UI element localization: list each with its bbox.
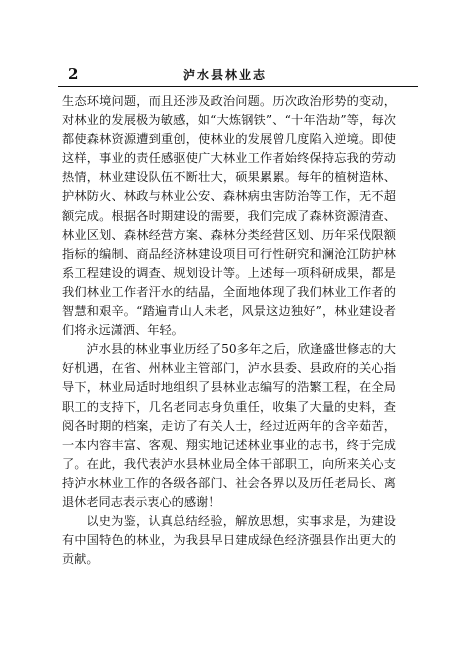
paragraph-closing: 以史为鉴，认真总结经验，解放思想，实事求是，为建设有中国特色的林业，为我县早日建成绿色经济强县作出更大的贡献。 xyxy=(62,514,396,567)
book-title: 泸水县林业志 xyxy=(183,68,268,82)
body-text xyxy=(62,92,396,569)
page-number: 2 xyxy=(68,65,79,83)
paragraph-history: 泸水县的林业事业历经了50多年之后，欣逢盛世修志的大好机遇，在省、州林业主管部门，泸水县委、县政府的关心指导下，林业局适时地组织了县林业志编写的浩繁工程，在全局职工的支持下，几名老同志身负重任，收集了大量的史料，查阅各时期的档案，走访了有关人士，经过近两年的含辛茹苦，一本内容丰富、客观、翔实地记述林业事业的志书，终于完成了。在此，我代表泸水县林业局全体干部职工，向所来关心支持泸水林业工作的各级各部门、社会各界以及历任老局长、离退休老同志表示衷心的感谢！ xyxy=(62,342,396,509)
page-header xyxy=(58,64,418,87)
paragraph-continued: 生态环境问题，而且还涉及政治问题。历次政治形势的变动，对林业的发展极为敏感，如“大炼钢铁”、“十年浩劫”等，每次都使森林资源遭到重创，使林业的发展曾几度陷入逆境。即使这样，事业的责任感驱使广大林业工作者始终保持忘我的劳动热情，林业建设队伍不断壮大，硕果累累。每年的植树造林、护林防火、林政与林业公安、森林病虫害防治等工作，无不超额完成。根据各时期建设的需要，我们完成了森林资源清查、林业区划、森林经营方案、森林分类经营区划、历年采伐限额指标的编制、商品经济林建设项目可行性研究和澜沧江防护林系工程建设的调查、规划设计等。上述每一项科研成果，都是我们林业工作者汗水的结晶，全面地体现了我们林业工作者的智慧和艰辛。“踏遍青山人未老，风景这边独好”，林业建设者们将永远潇洒、年轻。 xyxy=(62,94,396,338)
